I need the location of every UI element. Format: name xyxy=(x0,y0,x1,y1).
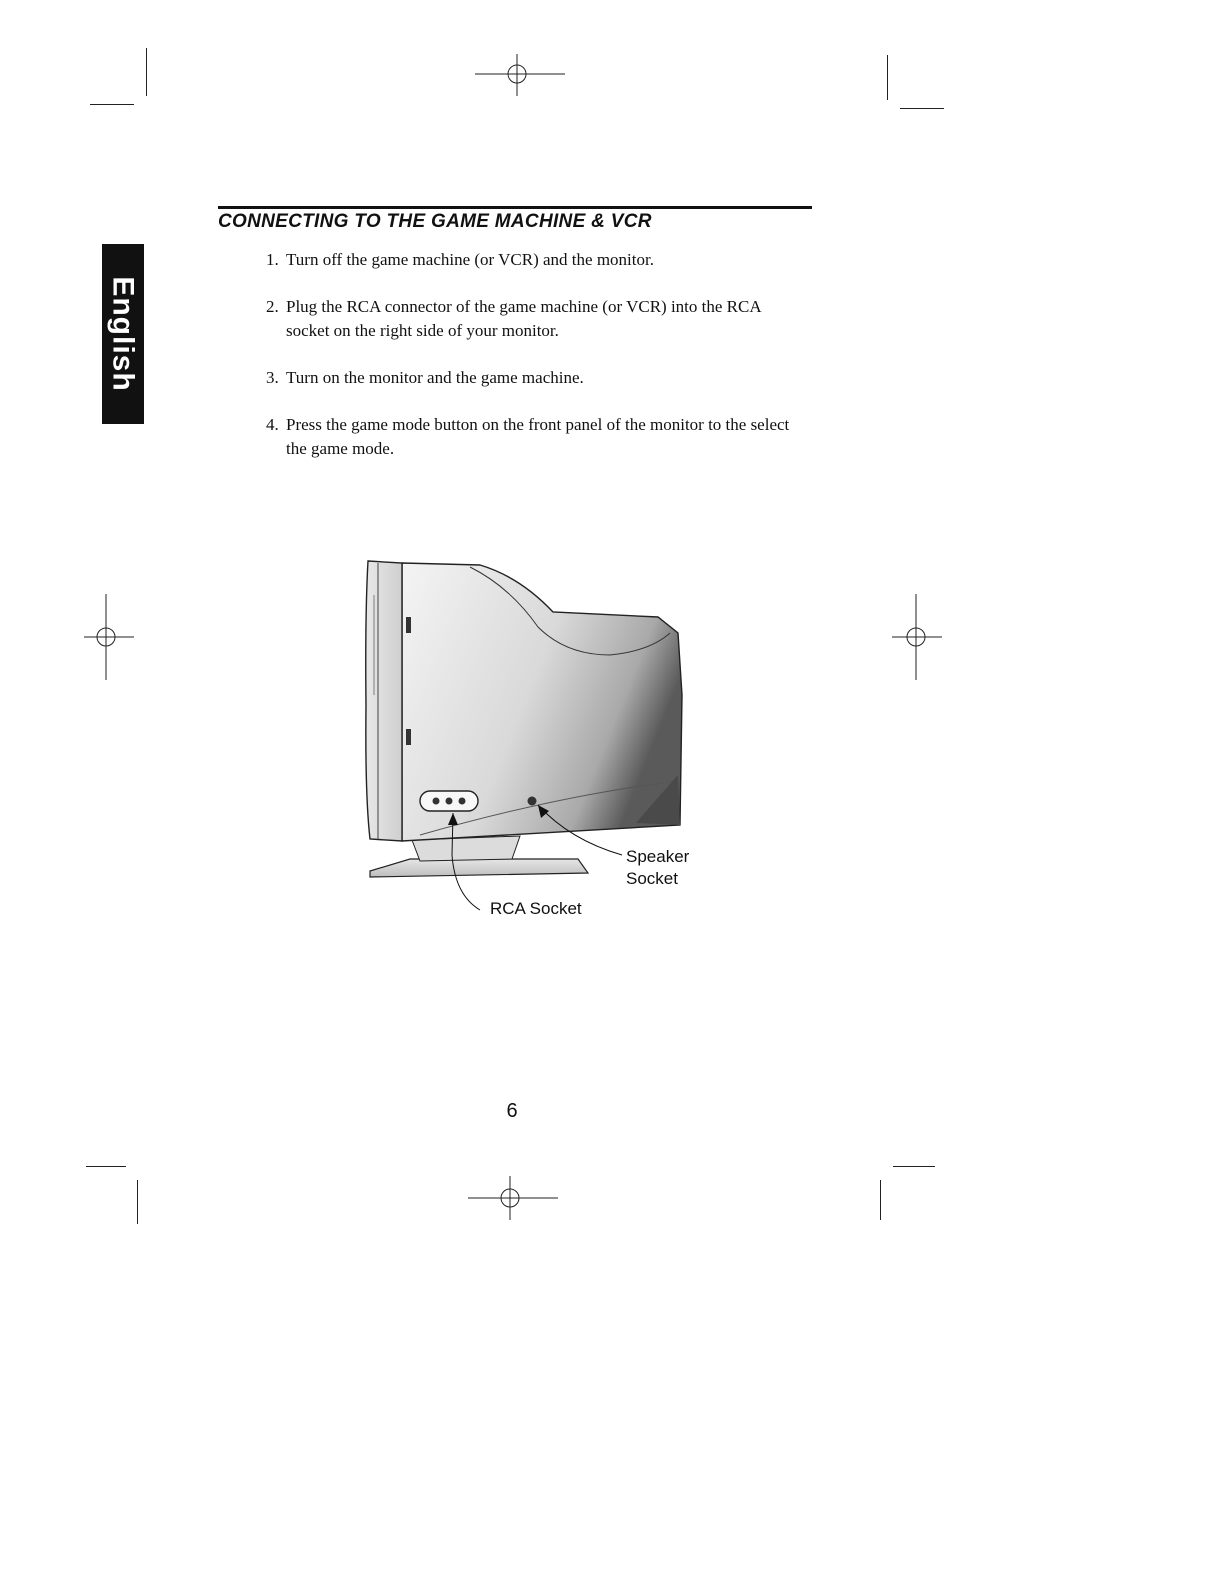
step-number: 2. xyxy=(266,297,279,316)
section-title: CONNECTING TO THE GAME MACHINE & VCR xyxy=(218,211,652,232)
registration-mark-bottom-icon xyxy=(468,1176,558,1222)
speaker-socket-callout xyxy=(626,846,689,890)
registration-mark-left-icon xyxy=(84,594,134,680)
crop-mark-top-left-horizontal xyxy=(90,104,134,105)
crop-mark-bottom-right-vertical xyxy=(880,1180,881,1220)
language-side-tab xyxy=(102,244,144,424)
section-rule xyxy=(218,206,812,209)
registration-mark-top-icon xyxy=(475,50,565,100)
crop-mark-bottom-left-vertical xyxy=(137,1180,138,1224)
step-item xyxy=(266,295,806,343)
page-number: 6 xyxy=(506,1100,518,1122)
step-item xyxy=(266,413,806,461)
step-item xyxy=(266,366,806,390)
crop-mark-bottom-right-horizontal xyxy=(893,1166,935,1167)
step-text: Turn on the monitor and the game machine. xyxy=(286,368,584,387)
crop-mark-top-right-vertical xyxy=(887,55,888,100)
step-text: Plug the RCA connector of the game machine (or VCR) into the RCA socket on the right side of your monitor. xyxy=(286,297,761,340)
speaker-socket-label-line1: Speaker xyxy=(626,847,690,866)
step-number: 3. xyxy=(266,368,279,387)
language-side-tab-label: English xyxy=(107,276,140,392)
speaker-socket-label-line2: Socket xyxy=(626,869,678,888)
step-text: Turn off the game machine (or VCR) and the monitor. xyxy=(286,250,654,269)
crop-mark-top-right-horizontal xyxy=(900,108,944,109)
crop-mark-top-left-vertical xyxy=(146,48,147,96)
step-item xyxy=(266,248,806,272)
rca-socket-callout xyxy=(490,898,582,920)
crop-mark-bottom-left-horizontal xyxy=(86,1166,126,1167)
step-number: 1. xyxy=(266,250,279,269)
registration-mark-right-icon xyxy=(892,594,942,680)
instruction-steps xyxy=(266,248,806,484)
rca-socket-label: RCA Socket xyxy=(490,899,582,918)
step-number: 4. xyxy=(266,415,279,434)
step-text: Press the game mode button on the front panel of the monitor to the select the game mode. xyxy=(286,415,790,458)
monitor-side-view-figure xyxy=(360,555,720,935)
